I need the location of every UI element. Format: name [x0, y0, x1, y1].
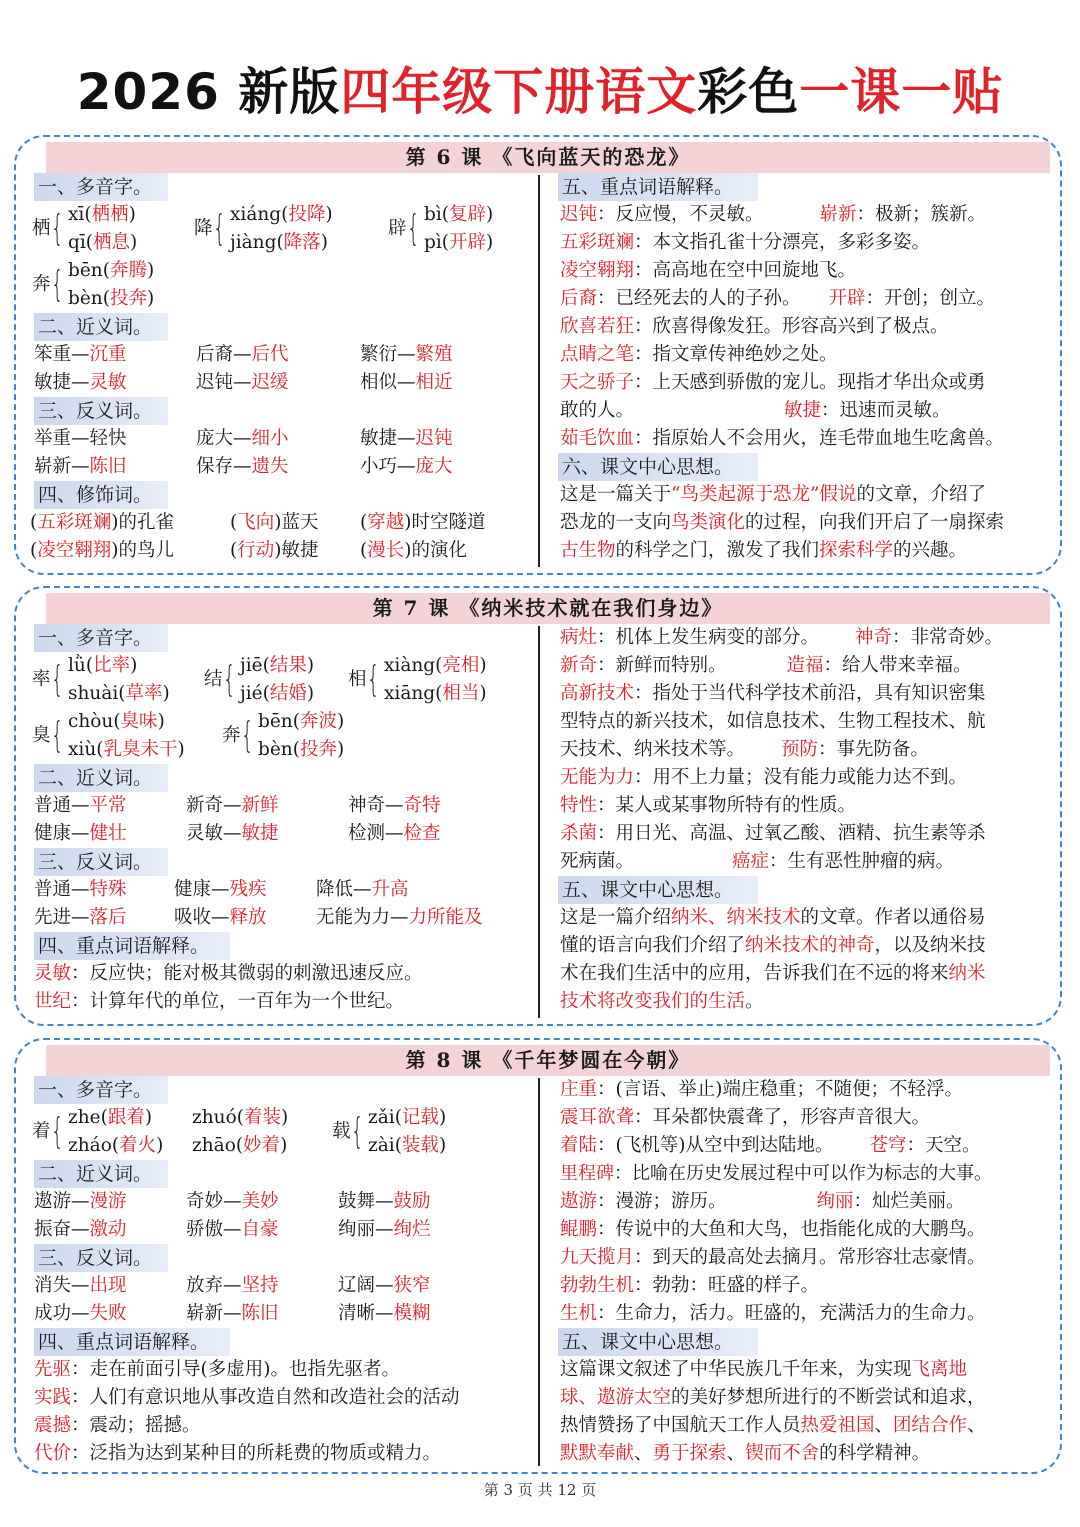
lesson-8-title: 第 8 课 《千年梦圆在今朝》 — [46, 1045, 1050, 1076]
definition-line: 茹毛饮血：指原始人不会用火，连毛带血地生吃禽兽。 — [560, 428, 1005, 449]
central-idea-line: 这篇课文叙述了中华民族几千年来，为实现飞离地 — [560, 1359, 968, 1380]
definition-line: 凌空翱翔：高高地在空中回旋地飞。 — [560, 260, 857, 281]
section-central-idea: 六、课文中心思想。 — [558, 453, 758, 481]
synonym-item: 鼓舞—鼓励 — [338, 1191, 431, 1212]
definition-line: 欣喜若狂：欣喜得像发狂。形容高兴到了极点。 — [560, 316, 949, 337]
section-polyphonic: 一、多音字。 — [34, 173, 168, 201]
lesson-8-card — [14, 1038, 1062, 1474]
section-word-explanations: 四、重点词语解释。 — [34, 932, 230, 960]
section-synonyms: 二、近义词。 — [34, 1160, 168, 1188]
section-central-idea: 五、课文中心思想。 — [558, 876, 758, 904]
definition-line: 特性：某人或某事物所特有的性质。 — [560, 795, 857, 816]
antonym-item: 无能为力—力所能及 — [316, 907, 483, 928]
modifier-item: (漫长)的演化 — [360, 540, 467, 561]
column-divider — [538, 626, 540, 1018]
antonym-item: 敏捷—迟钝 — [360, 428, 453, 449]
modifier-item: (行动)敏捷 — [230, 540, 319, 561]
synonym-item: 骄傲—自豪 — [186, 1219, 279, 1240]
synonym-item: 新奇—新鲜 — [186, 795, 279, 816]
antonym-item: 健康—残疾 — [174, 879, 267, 900]
definition-line: 震耳欲聋：耳朵都快震聋了，形容声音很大。 — [560, 1107, 931, 1128]
antonym-item: 辽阔—狭窄 — [338, 1275, 431, 1296]
definition-line: 高新技术：指处于当代科学技术前沿，具有知识密集 — [560, 683, 986, 704]
section-word-explanations: 五、重点词语解释。 — [558, 173, 758, 201]
synonym-item: 敏捷—灵敏 — [34, 372, 127, 393]
definition-line: 敢的人。 敏捷：迅速而灵敏。 — [560, 400, 951, 421]
brace-icon: { — [241, 715, 254, 756]
polyphonic-group: 臭 { chòu(臭味) xiù(乳臭未干) — [32, 711, 185, 760]
definition-line: 杀菌：用日光、高温、过氧乙酸、酒精、抗生素等杀 — [560, 823, 986, 844]
antonym-item: 降低—升高 — [316, 879, 409, 900]
synonym-item: 灵敏—敏捷 — [186, 823, 279, 844]
lesson-6-card — [14, 135, 1062, 575]
polyphonic-group: 降 { xiáng(投降) jiàng(降落) — [194, 204, 333, 253]
antonym-item: 成功—失败 — [34, 1303, 127, 1324]
title-year: 2026 — [76, 63, 220, 121]
definition-line: 实践：人们有意识地从事改造自然和改造社会的活动 — [34, 1387, 460, 1408]
brace-icon: { — [51, 659, 64, 700]
definition-line: 着陆：(飞机等)从空中到达陆地。 苍穹：天空。 — [560, 1135, 981, 1156]
section-antonyms: 三、反义词。 — [34, 1244, 168, 1272]
definition-line: 里程碑：比喻在历史发展过程中可以作为标志的大事。 — [560, 1163, 992, 1184]
synonym-item: 相似—相近 — [360, 372, 453, 393]
definition-line: 代价：泛指为达到某种目的所耗费的物质或精力。 — [34, 1443, 442, 1464]
central-idea-line: 术在我们生活中的应用，告诉我们在不远的将来纳米 — [560, 963, 986, 984]
column-divider — [538, 175, 540, 567]
modifier-item: (穿越)时空隧道 — [360, 512, 486, 533]
polyphonic-group: 奔 { bēn(奔腾) bèn(投奔) — [32, 260, 155, 309]
section-antonyms: 三、反义词。 — [34, 848, 168, 876]
synonym-item: 繁衍—繁殖 — [360, 344, 453, 365]
synonym-item: 绚丽—绚烂 — [338, 1219, 431, 1240]
synonym-item: 迟钝—迟缓 — [196, 372, 289, 393]
central-idea-line: 默默奉献、勇于探索、锲而不舍的科学精神。 — [560, 1443, 931, 1464]
antonym-item: 庞大—细小 — [196, 428, 289, 449]
antonym-item: 先进—落后 — [34, 907, 127, 928]
central-idea-line: 这是一篇关于“鸟类起源于恐龙”假说的文章，介绍了 — [560, 484, 986, 505]
page-number: 第 3 页 共 12 页 — [483, 1481, 597, 1499]
modifier-item: (五彩斑斓)的孔雀 — [30, 512, 174, 533]
central-idea-line: 懂的语言向我们介绍了纳米技术的神奇，以及纳米技 — [560, 935, 986, 956]
definition-line: 震撼：震动；摇撼。 — [34, 1415, 201, 1436]
brace-icon: { — [351, 1111, 364, 1152]
polyphonic-group: 载 { zǎi(记载) zài(装载) — [332, 1107, 447, 1156]
central-idea-line: 这是一篇介绍纳米、纳米技术的文章。作者以通俗易 — [560, 907, 986, 928]
antonym-item: 普通—特殊 — [34, 879, 127, 900]
section-antonyms: 三、反义词。 — [34, 397, 168, 425]
column-divider — [538, 1078, 540, 1466]
definition-line: 世纪：计算年代的单位，一百年为一个世纪。 — [34, 991, 405, 1012]
definition-line: 天之骄子：上天感到骄傲的宠儿。现指才华出众或勇 — [560, 372, 986, 393]
definition-line: 遨游：漫游；游历。 绚丽：灿烂美丽。 — [560, 1191, 965, 1212]
polyphonic-reading: zhuó(着装) — [192, 1107, 289, 1128]
antonym-item: 崭新—陈旧 — [186, 1303, 279, 1324]
polyphonic-group: 栖 { xī(栖栖) qī(栖息) — [32, 204, 138, 253]
title-part-1: 新版 — [219, 63, 341, 121]
antonym-item: 消失—出现 — [34, 1275, 127, 1296]
title-part-3: 彩色 — [697, 63, 800, 121]
section-word-explanations: 四、重点词语解释。 — [34, 1328, 230, 1356]
synonym-item: 后裔—后代 — [196, 344, 289, 365]
antonym-item: 放弃—坚持 — [186, 1275, 279, 1296]
modifier-item: (飞向)蓝天 — [230, 512, 319, 533]
lesson-6-title: 第 6 课 《飞向蓝天的恐龙》 — [46, 142, 1050, 173]
section-central-idea: 五、课文中心思想。 — [558, 1328, 758, 1356]
definition-line: 死病菌。 癌症：生有恶性肿瘤的病。 — [560, 851, 955, 872]
polyphonic-reading: zhāo(妙着) — [192, 1135, 288, 1156]
brace-icon: { — [213, 208, 226, 249]
antonym-item: 清晰—模糊 — [338, 1303, 431, 1324]
title-part-4: 一课一贴 — [799, 63, 1004, 121]
lesson-7-title: 第 7 课 《纳米技术就在我们身边》 — [46, 593, 1050, 624]
synonym-item: 神奇—奇特 — [348, 795, 441, 816]
antonym-item: 保存—遗失 — [196, 456, 289, 477]
definition-line: 九天揽月：到天的最高处去摘月。常形容壮志豪情。 — [560, 1247, 986, 1268]
brace-icon: { — [51, 208, 64, 249]
section-synonyms: 二、近义词。 — [34, 313, 168, 341]
polyphonic-group: 相 { xiàng(亮相) xiāng(相当) — [348, 655, 487, 704]
polyphonic-group: 奔 { bēn(奔波) bèn(投奔) — [222, 711, 345, 760]
definition-line: 庄重：(言语、举止)端庄稳重；不随便；不轻浮。 — [560, 1079, 963, 1100]
section-synonyms: 二、近义词。 — [34, 764, 168, 792]
title-part-2: 四年级下册语文 — [340, 63, 698, 121]
brace-icon: { — [407, 208, 420, 249]
antonym-item: 崭新—陈旧 — [34, 456, 127, 477]
page-title — [0, 56, 1080, 128]
synonym-item: 健康—健壮 — [34, 823, 127, 844]
definition-line: 生机：生命力，活力。旺盛的，充满活力的生命力。 — [560, 1303, 986, 1324]
central-idea-line: 技术将改变我们的生活。 — [560, 991, 764, 1012]
definition-line: 天技术、纳米技术等。 预防：事先防备。 — [560, 739, 930, 760]
brace-icon: { — [51, 264, 64, 305]
definition-line: 新奇：新鲜而特别。 造福：给人带来幸福。 — [560, 655, 972, 676]
central-idea-line: 恐龙的一支向鸟类演化的过程，向我们开启了一扇探索 — [560, 512, 1005, 533]
definition-line: 病灶：机体上发生病变的部分。 神奇：非常奇妙。 — [560, 627, 1004, 648]
central-idea-line: 热情赞扬了中国航天工作人员热爱祖国、团结合作、 — [560, 1415, 986, 1436]
definition-line: 迟钝：反应慢，不灵敏。 崭新：极新；簇新。 — [560, 204, 987, 225]
section-modifiers: 四、修饰词。 — [34, 481, 168, 509]
brace-icon: { — [367, 659, 380, 700]
synonym-item: 检测—检查 — [348, 823, 441, 844]
lesson-7-card — [14, 586, 1062, 1026]
polyphonic-group: 辟 { bì(复辟) pì(开辟) — [388, 204, 494, 253]
antonym-item: 举重—轻快 — [34, 428, 127, 449]
antonym-item: 小巧—庞大 — [360, 456, 453, 477]
definition-line: 鲲鹏：传说中的大鱼和大鸟，也指能化成的大鹏鸟。 — [560, 1219, 986, 1240]
synonym-item: 遨游—漫游 — [34, 1191, 127, 1212]
brace-icon: { — [223, 659, 236, 700]
section-polyphonic: 一、多音字。 — [34, 1076, 168, 1104]
polyphonic-group: 结 { jiē(结果) jié(结婚) — [204, 655, 315, 704]
definition-line: 五彩斑斓：本文指孔雀十分漂亮，多彩多姿。 — [560, 232, 931, 253]
modifier-item: (凌空翱翔)的鸟儿 — [30, 540, 174, 561]
polyphonic-group: 着 { zhe(跟着) zháo(着火) — [32, 1107, 164, 1156]
central-idea-line: 古生物的科学之门，激发了我们探索科学的兴趣。 — [560, 540, 968, 561]
definition-line: 灵敏：反应快；能对极其微弱的刺激迅速反应。 — [34, 963, 423, 984]
synonym-item: 笨重—沉重 — [34, 344, 127, 365]
section-polyphonic: 一、多音字。 — [34, 624, 168, 652]
definition-line: 先驱：走在前面引导(多虚用)。也指先驱者。 — [34, 1359, 400, 1380]
definition-line: 勃勃生机：勃勃：旺盛的样子。 — [560, 1275, 820, 1296]
synonym-item: 普通—平常 — [34, 795, 127, 816]
synonym-item: 奇妙—美妙 — [186, 1191, 279, 1212]
polyphonic-group: 率 { lǜ(比率) shuài(草率) — [32, 655, 170, 704]
definition-line: 无能为力：用不上力量；没有能力或能力达不到。 — [560, 767, 968, 788]
definition-line: 点睛之笔：指文章传神绝妙之处。 — [560, 344, 838, 365]
antonym-item: 吸收—释放 — [174, 907, 267, 928]
central-idea-line: 球、遨游太空的美好梦想所进行的不断尝试和追求， — [560, 1387, 986, 1408]
synonym-item: 振奋—激动 — [34, 1219, 127, 1240]
brace-icon: { — [51, 1111, 64, 1152]
definition-line: 后裔：已经死去的人的子孙。 开辟：开创；创立。 — [560, 288, 996, 309]
definition-line: 型特点的新兴技术，如信息技术、生物工程技术、航 — [560, 711, 986, 732]
brace-icon: { — [51, 715, 64, 756]
